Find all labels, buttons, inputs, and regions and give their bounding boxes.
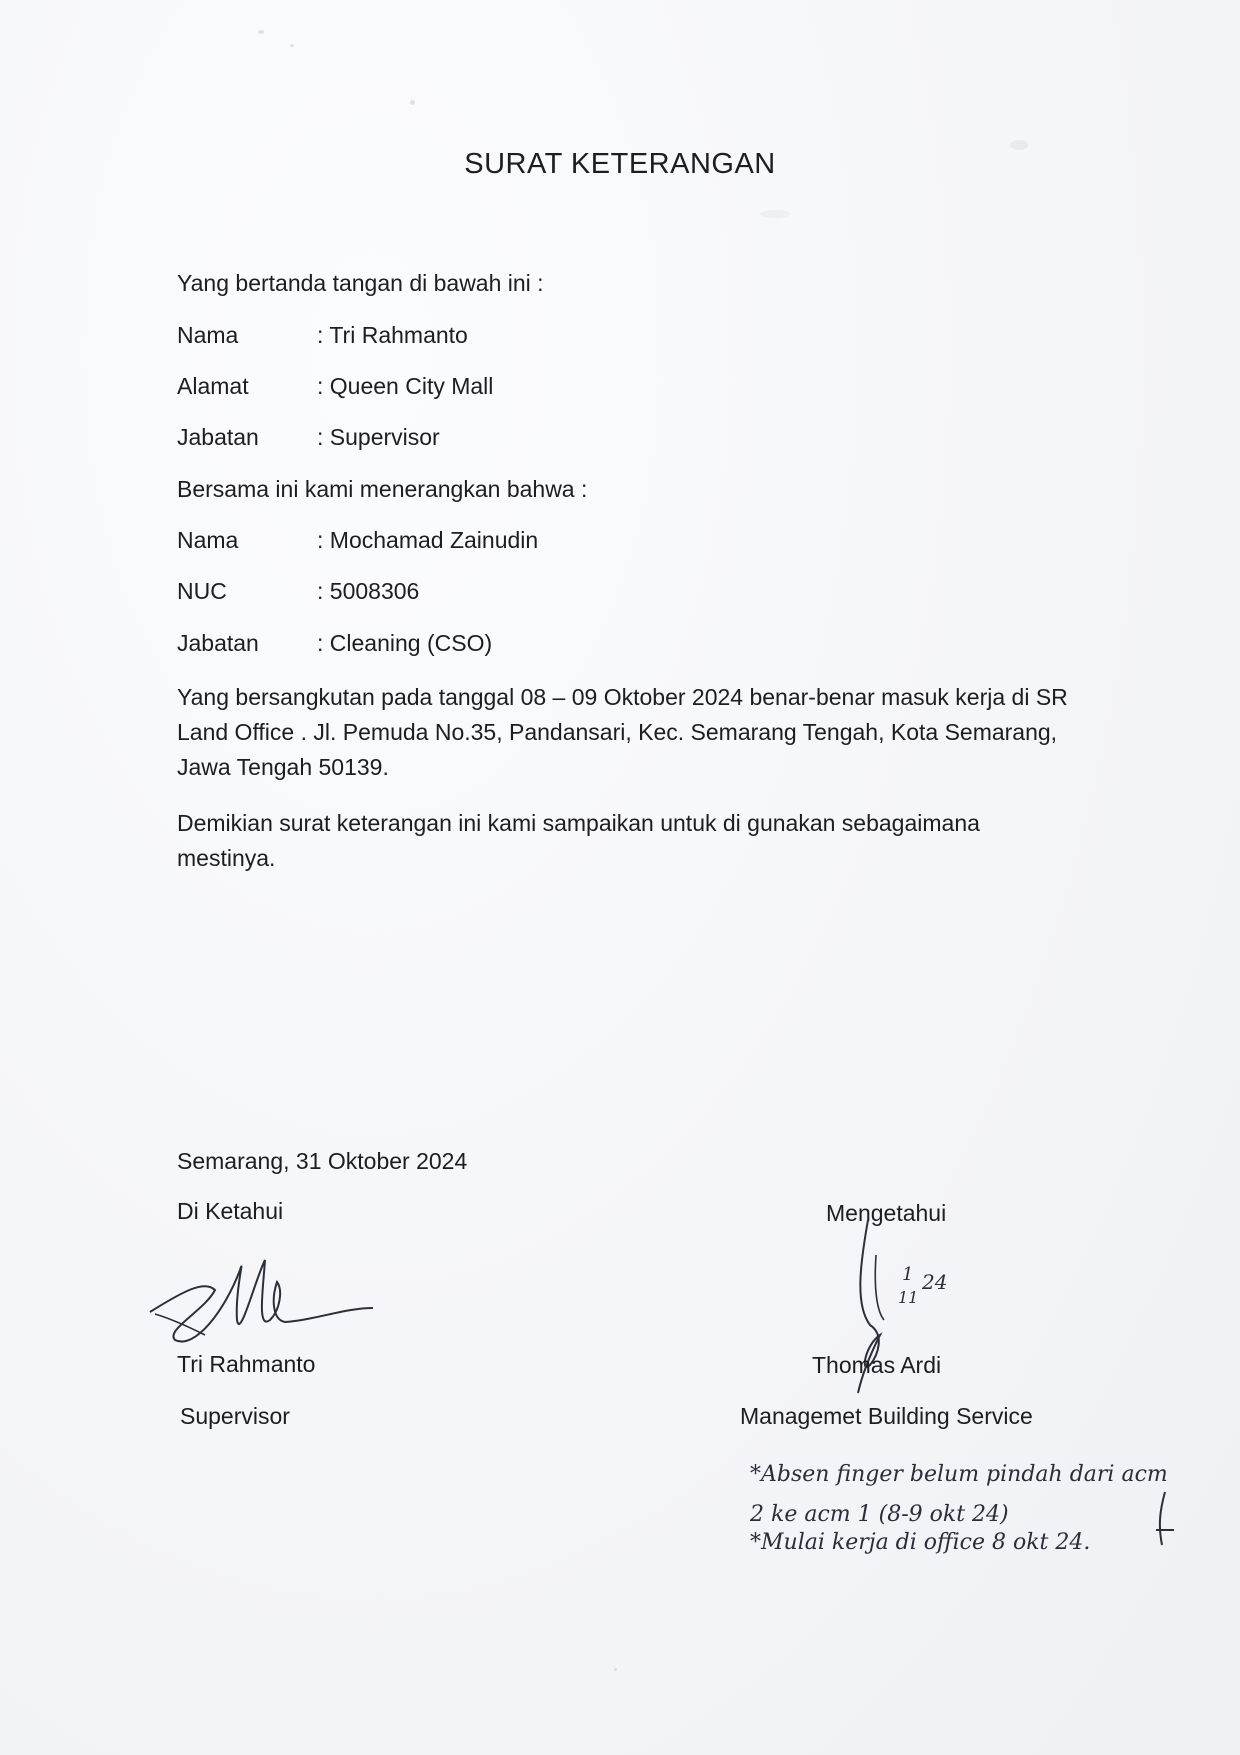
- field-label: Jabatan: [177, 630, 259, 656]
- handwritten-note-2: *Mulai kerja di office 8 okt 24.: [750, 1530, 1091, 1555]
- closing-paragraph: Demikian surat keterangan ini kami sampaikan untuk di gunakan sebagaimana mestinya.: [177, 810, 980, 871]
- scan-speckle: [290, 44, 294, 47]
- left-signature-icon: [145, 1250, 375, 1360]
- field-label: Jabatan: [177, 424, 259, 450]
- field-label: Alamat: [177, 373, 249, 399]
- field-value: : Supervisor: [317, 424, 440, 450]
- right-sig-heading: Mengetahui: [826, 1200, 947, 1226]
- left-sig-name: Tri Rahmanto: [177, 1351, 316, 1377]
- scan-speckle: [258, 30, 264, 34]
- right-date-note-top: 1: [902, 1264, 914, 1285]
- left-sig-role: Supervisor: [180, 1403, 290, 1429]
- left-sig-heading: Di Ketahui: [177, 1198, 284, 1224]
- subject-name-row: [177, 527, 538, 554]
- scan-speckle: [614, 1668, 617, 1671]
- field-value: : Mochamad Zainudin: [317, 527, 539, 553]
- field-label: Nama: [177, 527, 239, 553]
- intro-text: Yang bertanda tangan di bawah ini :: [177, 270, 544, 296]
- intro2-text: Bersama ini kami menerangkan bahwa :: [177, 476, 588, 502]
- scan-speckle: [410, 100, 415, 105]
- handwritten-mark-icon: [1150, 1490, 1180, 1550]
- field-value: : Tri Rahmanto: [317, 322, 468, 348]
- signer-name-row: [177, 322, 468, 349]
- handwritten-note-1: *Absen finger belum pindah dari acm 2 ke acm 1 (8-9 okt 24): [750, 1462, 1168, 1527]
- scan-speckle: [760, 210, 790, 218]
- document-title: SURAT KETERANGAN: [464, 148, 776, 180]
- field-value: : Cleaning (CSO): [317, 630, 493, 656]
- right-date-note-year: 24: [922, 1270, 948, 1294]
- subject-id-row: [177, 578, 419, 605]
- signer-position-row: [177, 424, 440, 451]
- field-value: : 5008306: [317, 578, 420, 604]
- subject-position-row: [177, 630, 492, 657]
- body-paragraph: Yang bersangkutan pada tanggal 08 – 09 Oktober 2024 benar-benar masuk kerja di SR Land Office . Jl. Pemuda No.35, Pandansari, Kec. Semarang Tengah, Kota Semarang, Jawa Tengah 50139.: [177, 684, 1068, 780]
- right-date-note-bottom: 11: [898, 1288, 919, 1307]
- right-sig-name: Thomas Ardi: [812, 1352, 942, 1378]
- field-label: Nama: [177, 322, 239, 348]
- field-label: NUC: [177, 578, 227, 604]
- signer-address-row: [177, 373, 493, 400]
- right-sig-role: Managemet Building Service: [740, 1403, 1033, 1429]
- field-value: : Queen City Mall: [317, 373, 494, 399]
- place-date: Semarang, 31 Oktober 2024: [177, 1148, 468, 1174]
